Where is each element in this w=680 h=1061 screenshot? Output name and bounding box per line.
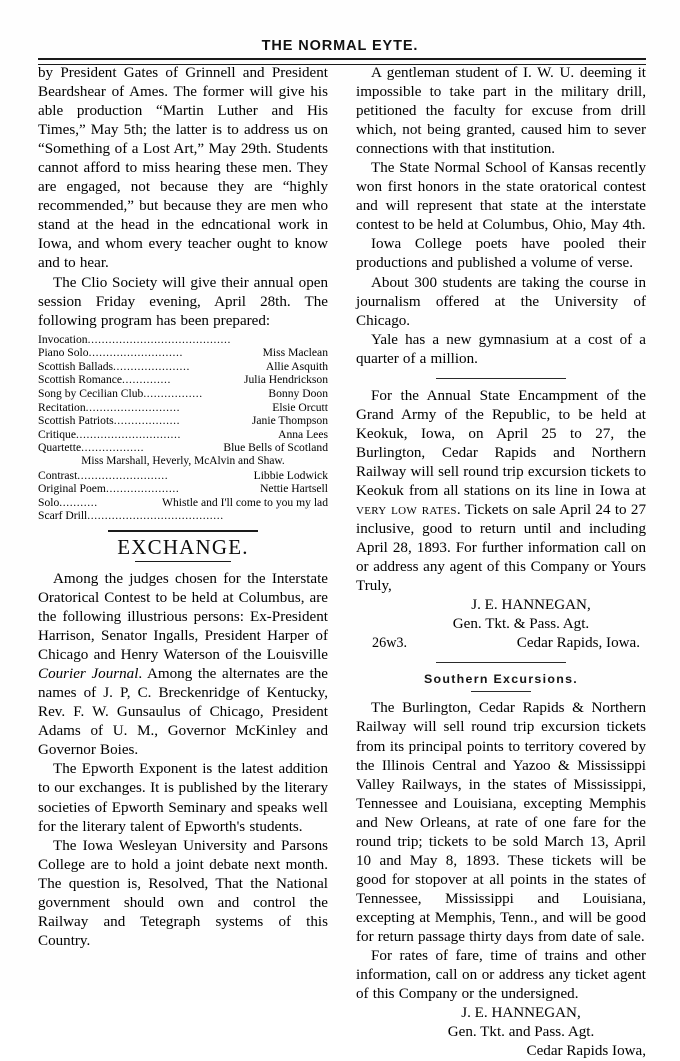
notice-text-before: For the Annual State Encampment of the Grand Army of the Republic, to be held at Keokuk, Iowa, on April 25 to 27, the Burlington, Cedar Rapids and Northern Railway will sell round trip excursion tickets to Keokuk from all stations on its line in Iowa at	[356, 387, 646, 499]
program-item	[38, 441, 328, 455]
program-title: Contrast	[38, 468, 78, 482]
southern-divider-rule-below	[471, 691, 531, 692]
exchange-heading: EXCHANGE.	[117, 534, 249, 559]
program-item	[38, 373, 328, 387]
text-after-italic: . Among the alternates are the names of J. P, C. Breckenridge of Kentucky, Rev. F. W. Gunsaulus of Chicago, President Adams of U. M., Governor McKinley and Governor Boies.	[38, 666, 328, 759]
exchange-paragraph-epworth: The Epworth Exponent is the latest addition to our exchanges. It is published by the literary societies of Epworth Seminary and speaks well for the literary talent of Epworth's students.	[38, 761, 328, 835]
signature-city: Cedar Rapids Iowa,	[526, 1043, 646, 1060]
leader-dots: .......................................	[87, 509, 224, 523]
leader-dots: ..............	[122, 373, 172, 387]
leader-dots: ......................	[113, 359, 191, 373]
program-performer: Julia Hendrickson	[243, 373, 328, 387]
program-performer: Allie Asquith	[265, 359, 328, 373]
exchange-section-header	[38, 530, 328, 562]
southern-divider-rule-above	[436, 662, 566, 663]
program-item	[38, 401, 328, 415]
signature-footer-row	[356, 634, 646, 653]
program-performer: Blue Bells of Scotland	[223, 441, 328, 455]
exchange-rule-above	[108, 530, 258, 532]
program-item	[38, 346, 328, 360]
program-item	[38, 414, 328, 428]
leader-dots: .................	[143, 387, 203, 401]
program-title: Recitation	[38, 400, 86, 414]
left-column	[38, 64, 328, 951]
notice-text-after: . Tickets on sale April 24 to 27 inclusive, good to return until and including April 28, 1893. For further information call on or address any agent of this Company or Yours Truly,	[356, 502, 646, 595]
leader-dots: ...................	[113, 414, 181, 428]
program-title: Scottish Romance	[38, 373, 123, 387]
signature-name: J. E. HANNEGAN,	[471, 597, 591, 614]
leader-dots: ..............................	[76, 427, 181, 441]
program-performer: Nettie Hartsell	[260, 482, 328, 496]
program-performer: Elsie Orcutt	[272, 400, 328, 414]
right-column	[356, 64, 646, 1061]
program-title: Scottish Patriots	[38, 414, 114, 428]
leader-dots: ...........................	[88, 346, 184, 360]
program-performer: Anna Lees	[278, 427, 328, 441]
leader-dots: ..........................	[77, 468, 169, 482]
program-title: Invocation	[38, 332, 88, 346]
program-performer: Whistle and I'll come to you my lad	[162, 495, 328, 509]
program-list	[38, 333, 328, 523]
notice-southern-rates: For rates of fare, time of trains and other information, call on or address any ticket agent of this Company or the undersigned.	[356, 948, 646, 1003]
signature-name: J. E. HANNEGAN,	[461, 1005, 581, 1022]
program-performers-note: Miss Marshall, Heverly, McAlvin and Shaw.	[81, 455, 285, 467]
section-divider-rule	[436, 378, 566, 379]
leader-dots: ..................	[81, 441, 145, 455]
program-title: Quartette	[38, 441, 82, 455]
leader-dots: ...........	[59, 495, 98, 509]
program-item	[38, 482, 328, 496]
signature-title: Gen. Tkt. and Pass. Agt.	[447, 1024, 595, 1041]
advertisement-code: 26w3.	[372, 635, 408, 652]
exchange-rule-below	[135, 561, 231, 562]
program-item	[38, 469, 328, 483]
text-before-italic: Among the judges chosen for the Interstate Oratorical Contest to be held at Columbus, are the following illustrious persons: Ex-President Harrison, Senator Ingalls, President Harper of Chicago and Henry Waterson of the Louisville	[38, 570, 328, 664]
notice-southern-excursions: The Burlington, Cedar Rapids & Northern Railway will sell round trip excursion tickets from its principal points to territory covered by the Illinois Central and Yazoo & Mississippi Valley Railways, in the states of Mississippi, Tennessee and Louisiana, excepting Memphis and New Orleans, at rate of one fare for the round trip; tickets to be sold March 13, April 10 and May 8, 1893. These tickets will be good for stopover at all points in the states of Tennessee, Mississippi and Louisiana, excepting at Memphis, Tenn., and will be good for return passage thirty days from date of sale.	[356, 700, 646, 945]
program-performer: Miss Maclean	[262, 346, 328, 360]
program-performer: Libbie Lodwick	[253, 468, 328, 482]
exchange-paragraph-judges	[38, 570, 328, 760]
leader-dots: .....................	[105, 482, 180, 496]
paragraph-clio-society: The Clio Society will give their annual open session Friday evening, April 28th. The following program has been prepared:	[38, 274, 328, 329]
program-title: Original Poem	[38, 482, 106, 496]
signature-city: Cedar Rapids, Iowa.	[516, 635, 640, 652]
leader-dots: ...........................	[85, 400, 181, 414]
program-performer: Bonny Doon	[268, 387, 328, 401]
paragraph-iwu-drill: A gentleman student of I. W. U. deeming it impossible to take part in the military drill, petitioned the faculty for excuse from drill which, not being granted, caused him to sever connections with that institution.	[356, 65, 646, 158]
program-title: Piano Solo	[38, 346, 89, 360]
southern-excursions-heading: Southern Excursions.	[423, 672, 579, 687]
program-item	[38, 428, 328, 442]
paragraph-continued: by President Gates of Grinnell and President Beardshear of Ames. The former will give his able production “Martin Luther and His Times,” May 5th; the latter is to address us on “Something of a Lost Art,” May 29th. Students cannot afford to miss hearing these men. They are engaged, not because they are “highly recommended,” but because they are men who stand at the head in the edncational work in Iowa, and whom every teacher ought to know and to hear.	[38, 65, 328, 272]
program-title: Scarf Drill	[38, 509, 88, 523]
program-title: Critique	[38, 427, 76, 441]
paragraph-kansas-normal: The State Normal School of Kansas recently won first honors in the state oratorical contest and will represent that state at the interstate contest to be held at Columbus, Ohio, May 4th.	[356, 160, 646, 234]
program-title: Scottish Ballads	[38, 359, 114, 373]
leader-dots: .........................................	[87, 332, 232, 346]
program-title: Song by Cecilian Club	[38, 387, 144, 401]
paragraph-yale-gymnasium: Yale has a new gymnasium at a cost of a quarter of a million.	[356, 331, 646, 367]
page-title: THE NORMAL EYTE.	[261, 38, 419, 54]
paragraph-journalism-course: About 300 students are taking the course in journalism offered at the University of Chicago.	[356, 274, 646, 329]
program-item	[38, 509, 328, 523]
program-item	[38, 496, 328, 510]
program-performer: Janie Thompson	[251, 414, 328, 428]
signature-title: Gen. Tkt. & Pass. Agt.	[452, 616, 590, 633]
two-column-body	[38, 64, 646, 1060]
program-item	[38, 360, 328, 374]
program-item	[38, 387, 328, 401]
program-title: Solo	[38, 495, 60, 509]
very-low-rates-emphasis: very low rates	[356, 502, 457, 519]
publication-name-italic: Courier Journal	[38, 666, 139, 683]
exchange-paragraph-wesleyan: The Iowa Wesleyan University and Parsons College are to hold a joint debate next month. The question is, Resolved, That the National government should own and control the Railway and Tetegraph systems of this Country.	[38, 837, 328, 949]
paragraph-iowa-college-poets: Iowa College poets have pooled their productions and published a volume of verse.	[356, 236, 646, 272]
notice-encampment	[356, 387, 646, 597]
program-item	[38, 333, 328, 347]
